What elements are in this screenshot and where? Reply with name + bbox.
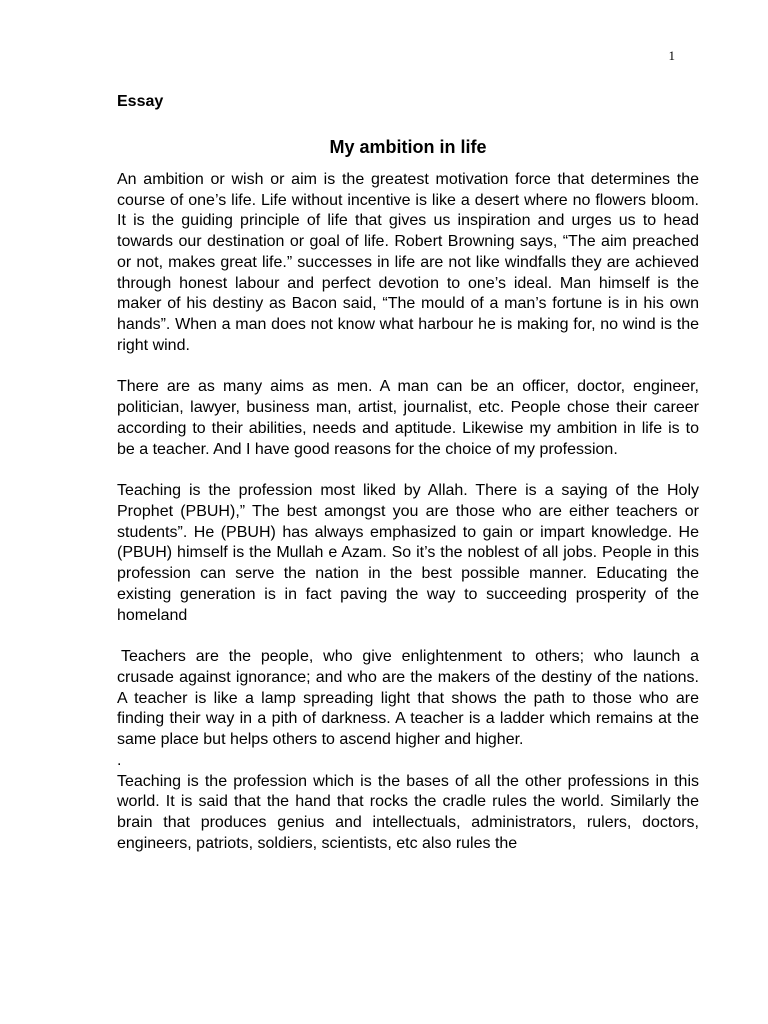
stray-dot: . bbox=[117, 751, 122, 769]
page-number: 1 bbox=[668, 48, 675, 63]
essay-label: Essay bbox=[117, 93, 164, 110]
paragraph-5: Teaching is the profession which is the bases of all the other professions in this world. It is said that the hand that rocks the cradle rules the world. Similarly the brain that produces genius and intellectuals, administrators, rulers, doctors, engineers, patriots, soldiers, scientists, etc also rules the bbox=[117, 772, 699, 852]
paragraph-4: Teachers are the people, who give enlightenment to others; who launch a crusade against ignorance; and who are the makers of the destiny of the nations. A teacher is like a lamp spreading light that shows the path to those who are finding their way in a pith of darkness. A teacher is a ladder which remains at the same place but helps others to ascend higher and higher. bbox=[117, 648, 699, 748]
paragraph-2: There are as many aims as men. A man can be an officer, doctor, engineer, politician, lawyer, business man, artist, journalist, etc. People chose their career according to their abilities, needs and aptitude. Likewise my ambition in life is to be a teacher. And I have good reasons for the choice of my profession. bbox=[117, 378, 699, 458]
essay-title: My ambition in life bbox=[329, 136, 487, 157]
paragraph-1: An ambition or wish or aim is the greatest motivation force that determines the course of one’s life. Life without incentive is like a desert where no flowers bloom. It is the guiding principle of life that gives us inspiration and urges us to head towards our destination or goal of life. Robert Browning says, “The aim preached or not, makes great life.” successes in life are not like windfalls they are achieved through honest labour and perfect devotion to one’s ideal. Man himself is the maker of his destiny as Bacon said, “The mould of a man’s fortune is in his own hands”. When a man does not know what harbour he is making for, no wind is the right wind. bbox=[117, 170, 699, 354]
paragraph-3: Teaching is the profession most liked by Allah. There is a saying of the Holy Prophet (PBUH),” The best amongst you are those who are either teachers or students”. He (PBUH) has always emphasized to gain or impart knowledge. He (PBUH) himself is the Mullah e Azam. So it’s the noblest of all jobs. People in this profession can serve the nation in the best possible manner. Educating the existing generation is in fact paving the way to succeeding prosperity of the homeland bbox=[117, 482, 699, 624]
essay-body bbox=[117, 92, 699, 855]
